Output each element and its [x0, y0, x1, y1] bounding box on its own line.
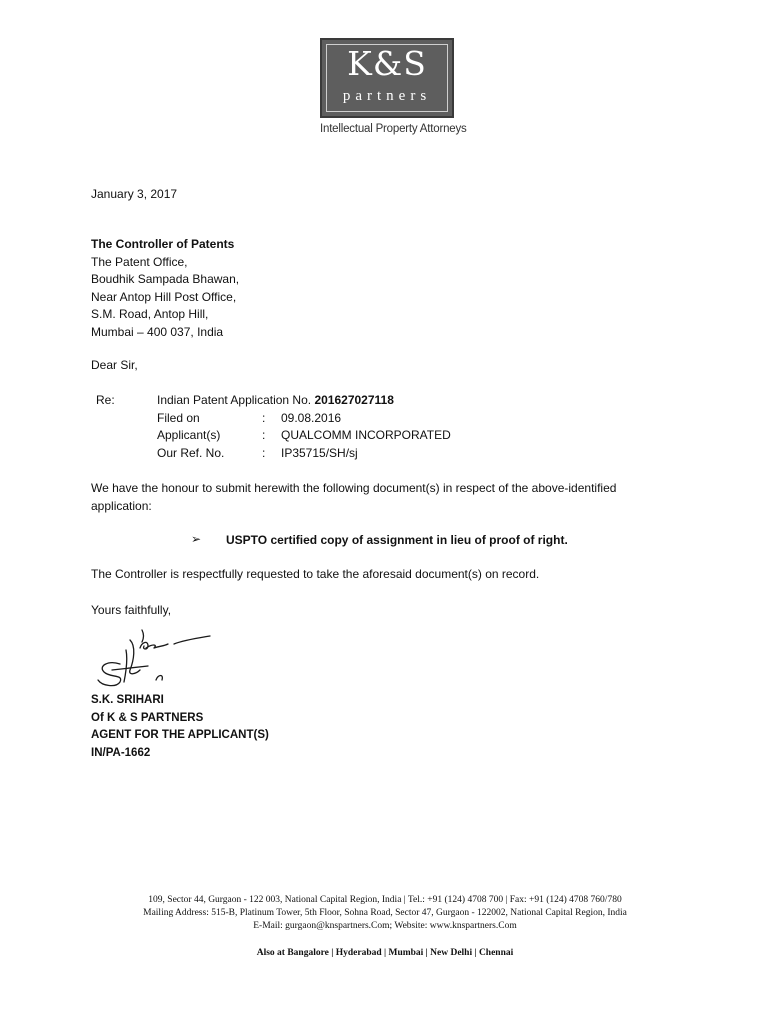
reference-label: Filed on — [157, 410, 200, 425]
reference-value: QUALCOMM INCORPORATED — [281, 428, 451, 442]
recipient-address — [91, 236, 239, 341]
request-line: The Controller is respectfully requested to take the aforesaid document(s) on record. — [91, 567, 540, 581]
footer-line: 109, Sector 44, Gurgaon - 122 003, National Capital Region, India | Tel.: +91 (124) 4708 700 | Fax: +91 (124) 4708 760/780 — [148, 895, 622, 905]
closing-line: Yours faithfully, — [91, 603, 172, 617]
reference-value: 09.08.2016 — [281, 410, 342, 425]
logo-main-text: K&S — [347, 44, 427, 83]
firm-logo — [320, 38, 454, 118]
footer-offices: Also at Bangalore | Hyderabad | Mumbai | New Delhi | Chennai — [256, 948, 514, 958]
reference-label: Applicant(s) — [157, 428, 221, 442]
address-line: Boudhik Sampada Bhawan, — [91, 272, 240, 286]
body-line: application: — [91, 498, 152, 513]
body-line: We have the honour to submit herewith the following document(s) in respect of the above-identified — [91, 481, 617, 495]
recipient-name: The Controller of Patents — [91, 237, 235, 251]
salutation: Dear Sir, — [91, 358, 138, 372]
firm-tagline: Intellectual Property Attorneys — [320, 123, 467, 135]
signer-line: Of K & S PARTNERS — [91, 711, 204, 724]
address-line: Near Antop Hill Post Office, — [91, 289, 237, 304]
letter-date: January 3, 2017 — [91, 187, 178, 201]
application-number: 201627027118 — [314, 393, 394, 407]
application-prefix: Indian Patent Application No. — [157, 393, 312, 407]
signer-line: S.K. SRIHARI — [91, 694, 164, 706]
signer-block — [91, 692, 269, 762]
logo-sub-text: partners — [342, 88, 432, 104]
footer-address — [0, 894, 770, 933]
address-line: S.M. Road, Antop Hill, — [91, 307, 209, 321]
handwritten-signature — [90, 620, 230, 690]
reference-colon: : — [262, 410, 266, 425]
signer-line: IN/PA-1662 — [91, 746, 151, 759]
address-line: The Patent Office, — [91, 254, 188, 269]
body-paragraph — [91, 480, 691, 515]
re-label: Re: — [96, 393, 115, 407]
reference-colon: : — [262, 445, 266, 460]
footer-line: Mailing Address: 515-B, Platinum Tower, 5th Floor, Sohna Road, Sector 47, Gurgaon - 122002, National Capital Region, India — [143, 908, 627, 918]
document-item: USPTO certified copy of assignment in lieu of proof of right. — [226, 533, 568, 547]
reference-colon: : — [262, 428, 266, 442]
reference-label: Our Ref. No. — [157, 445, 225, 460]
footer-line: E-Mail: gurgaon@knspartners.Com; Website: www.knspartners.Com — [253, 921, 517, 931]
reference-value: IP35715/SH/sj — [281, 445, 358, 460]
signer-line: AGENT FOR THE APPLICANT(S) — [91, 729, 269, 741]
address-line: Mumbai – 400 037, India — [91, 324, 224, 339]
arrow-bullet-icon: ➢ — [191, 532, 202, 546]
